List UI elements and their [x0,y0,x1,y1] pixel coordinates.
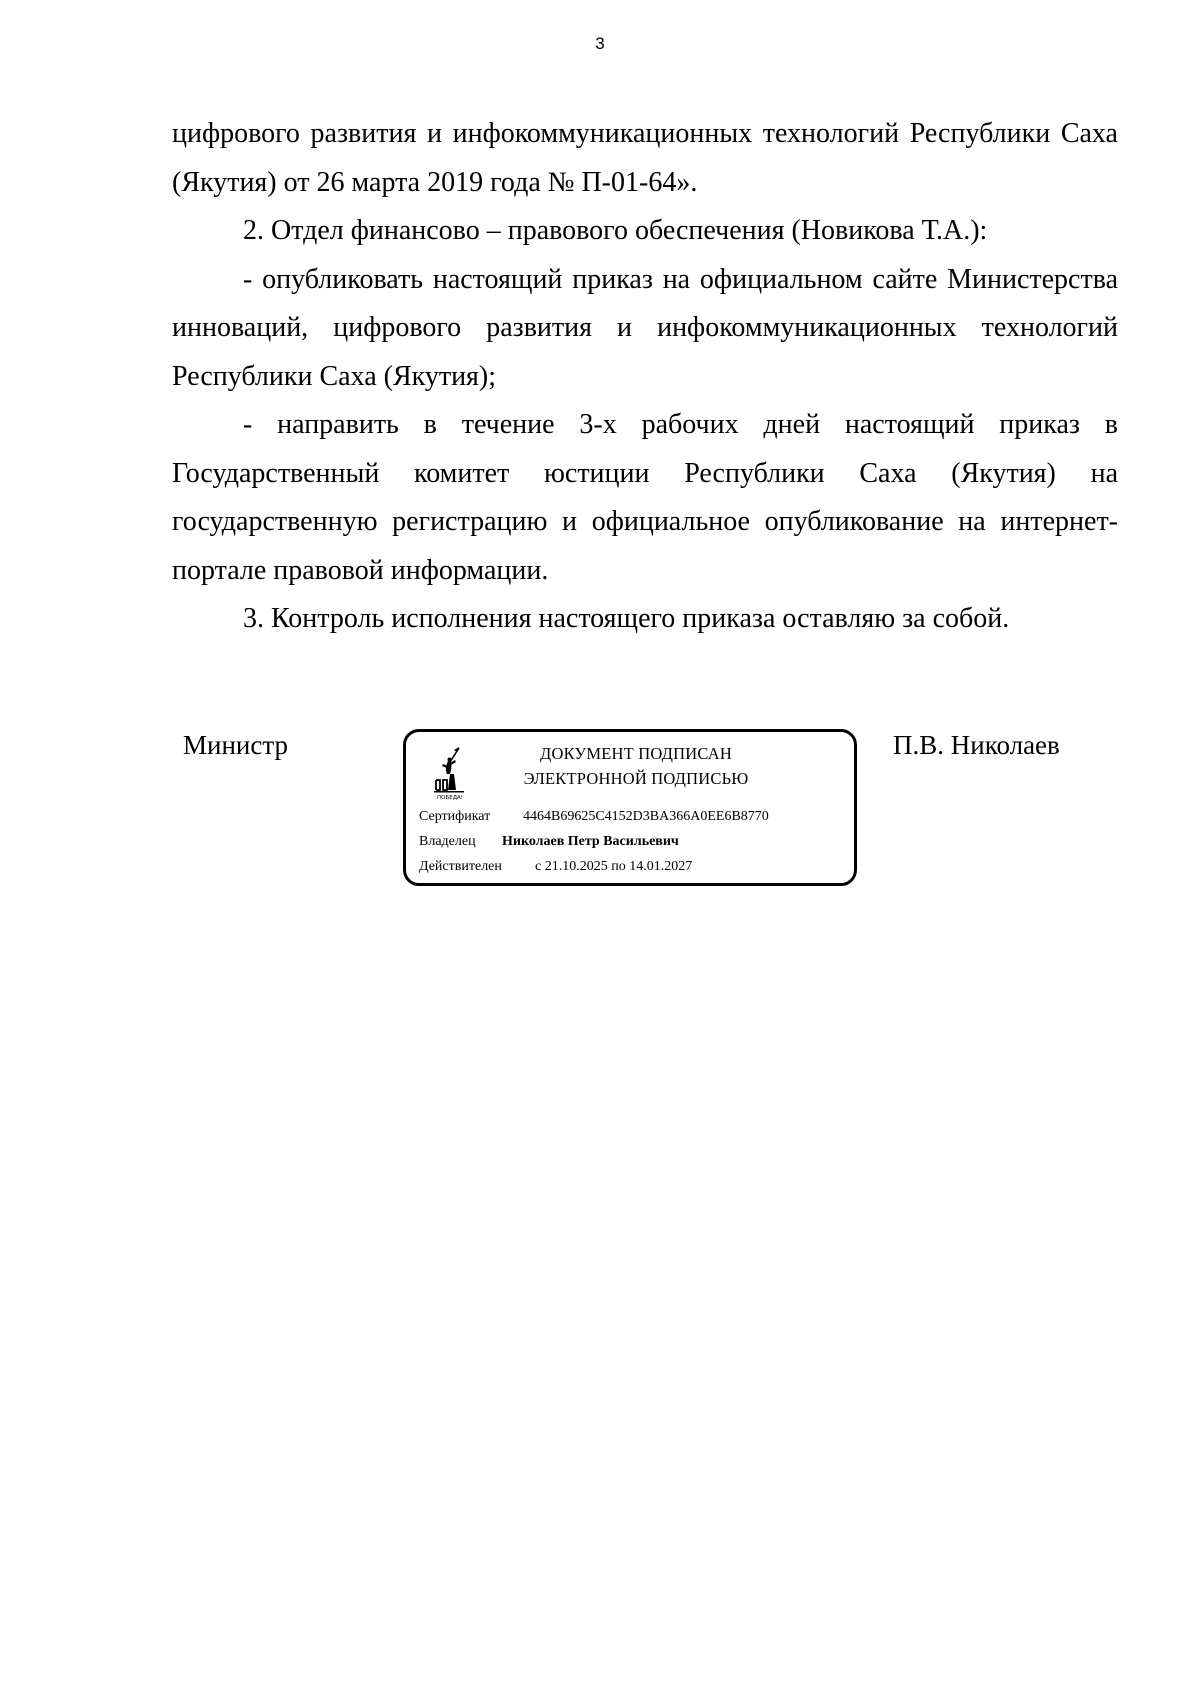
paragraph-continuation: цифрового развития и инфокоммуникационных технологий Республики Саха (Якутия) от 26 марта 2019 года № П-01-64». [172,118,1118,198]
stamp-title [486,741,786,791]
certificate-value: 4464B69625C4152D3BA366A0EE6B8770 [523,809,769,824]
victory-emblem-icon [432,744,470,802]
stamp-owner-row [419,834,679,850]
document-body [172,110,1118,644]
signatory-role: Министр [183,730,288,760]
certificate-label: Сертификат [419,809,491,824]
validity-label: Действителен [419,859,502,874]
owner-label: Владелец [419,834,476,849]
stamp-title-line-2: ЭЛЕКТРОННОЙ ПОДПИСЬЮ [523,769,749,788]
owner-value: Николаев Петр Васильевич [502,834,679,849]
paragraph-send-registration: - направить в течение 3-х рабочих дней настоящий приказ в Государственный комитет юстиции Республики Саха (Якутия) на государственную регистрацию и официальное опубликование на интернет-портале правовой информации. [172,409,1118,586]
page-number: 3 [595,34,605,53]
svg-text:ПОБЕДА!: ПОБЕДА! [437,795,463,801]
paragraph-publish-site: - опубликовать настоящий приказ на официальном сайте Министерства инноваций, цифрового развития и инфокоммуникационных технологий Республики Саха (Якутия); [172,263,1118,392]
validity-value: с 21.10.2025 по 14.01.2027 [535,859,693,874]
paragraph-item-3: 3. Контроль исполнения настоящего приказа оставляю за собой. [243,603,1010,634]
stamp-title-line-1: ДОКУМЕНТ ПОДПИСАН [540,744,732,763]
stamp-certificate-row [419,809,769,825]
stamp-validity-row [419,859,693,875]
paragraph-item-2: 2. Отдел финансово – правового обеспечения (Новикова Т.А.): [243,215,988,246]
electronic-signature-stamp [403,729,857,886]
signatory-name: П.В. Николаев [893,730,1060,760]
